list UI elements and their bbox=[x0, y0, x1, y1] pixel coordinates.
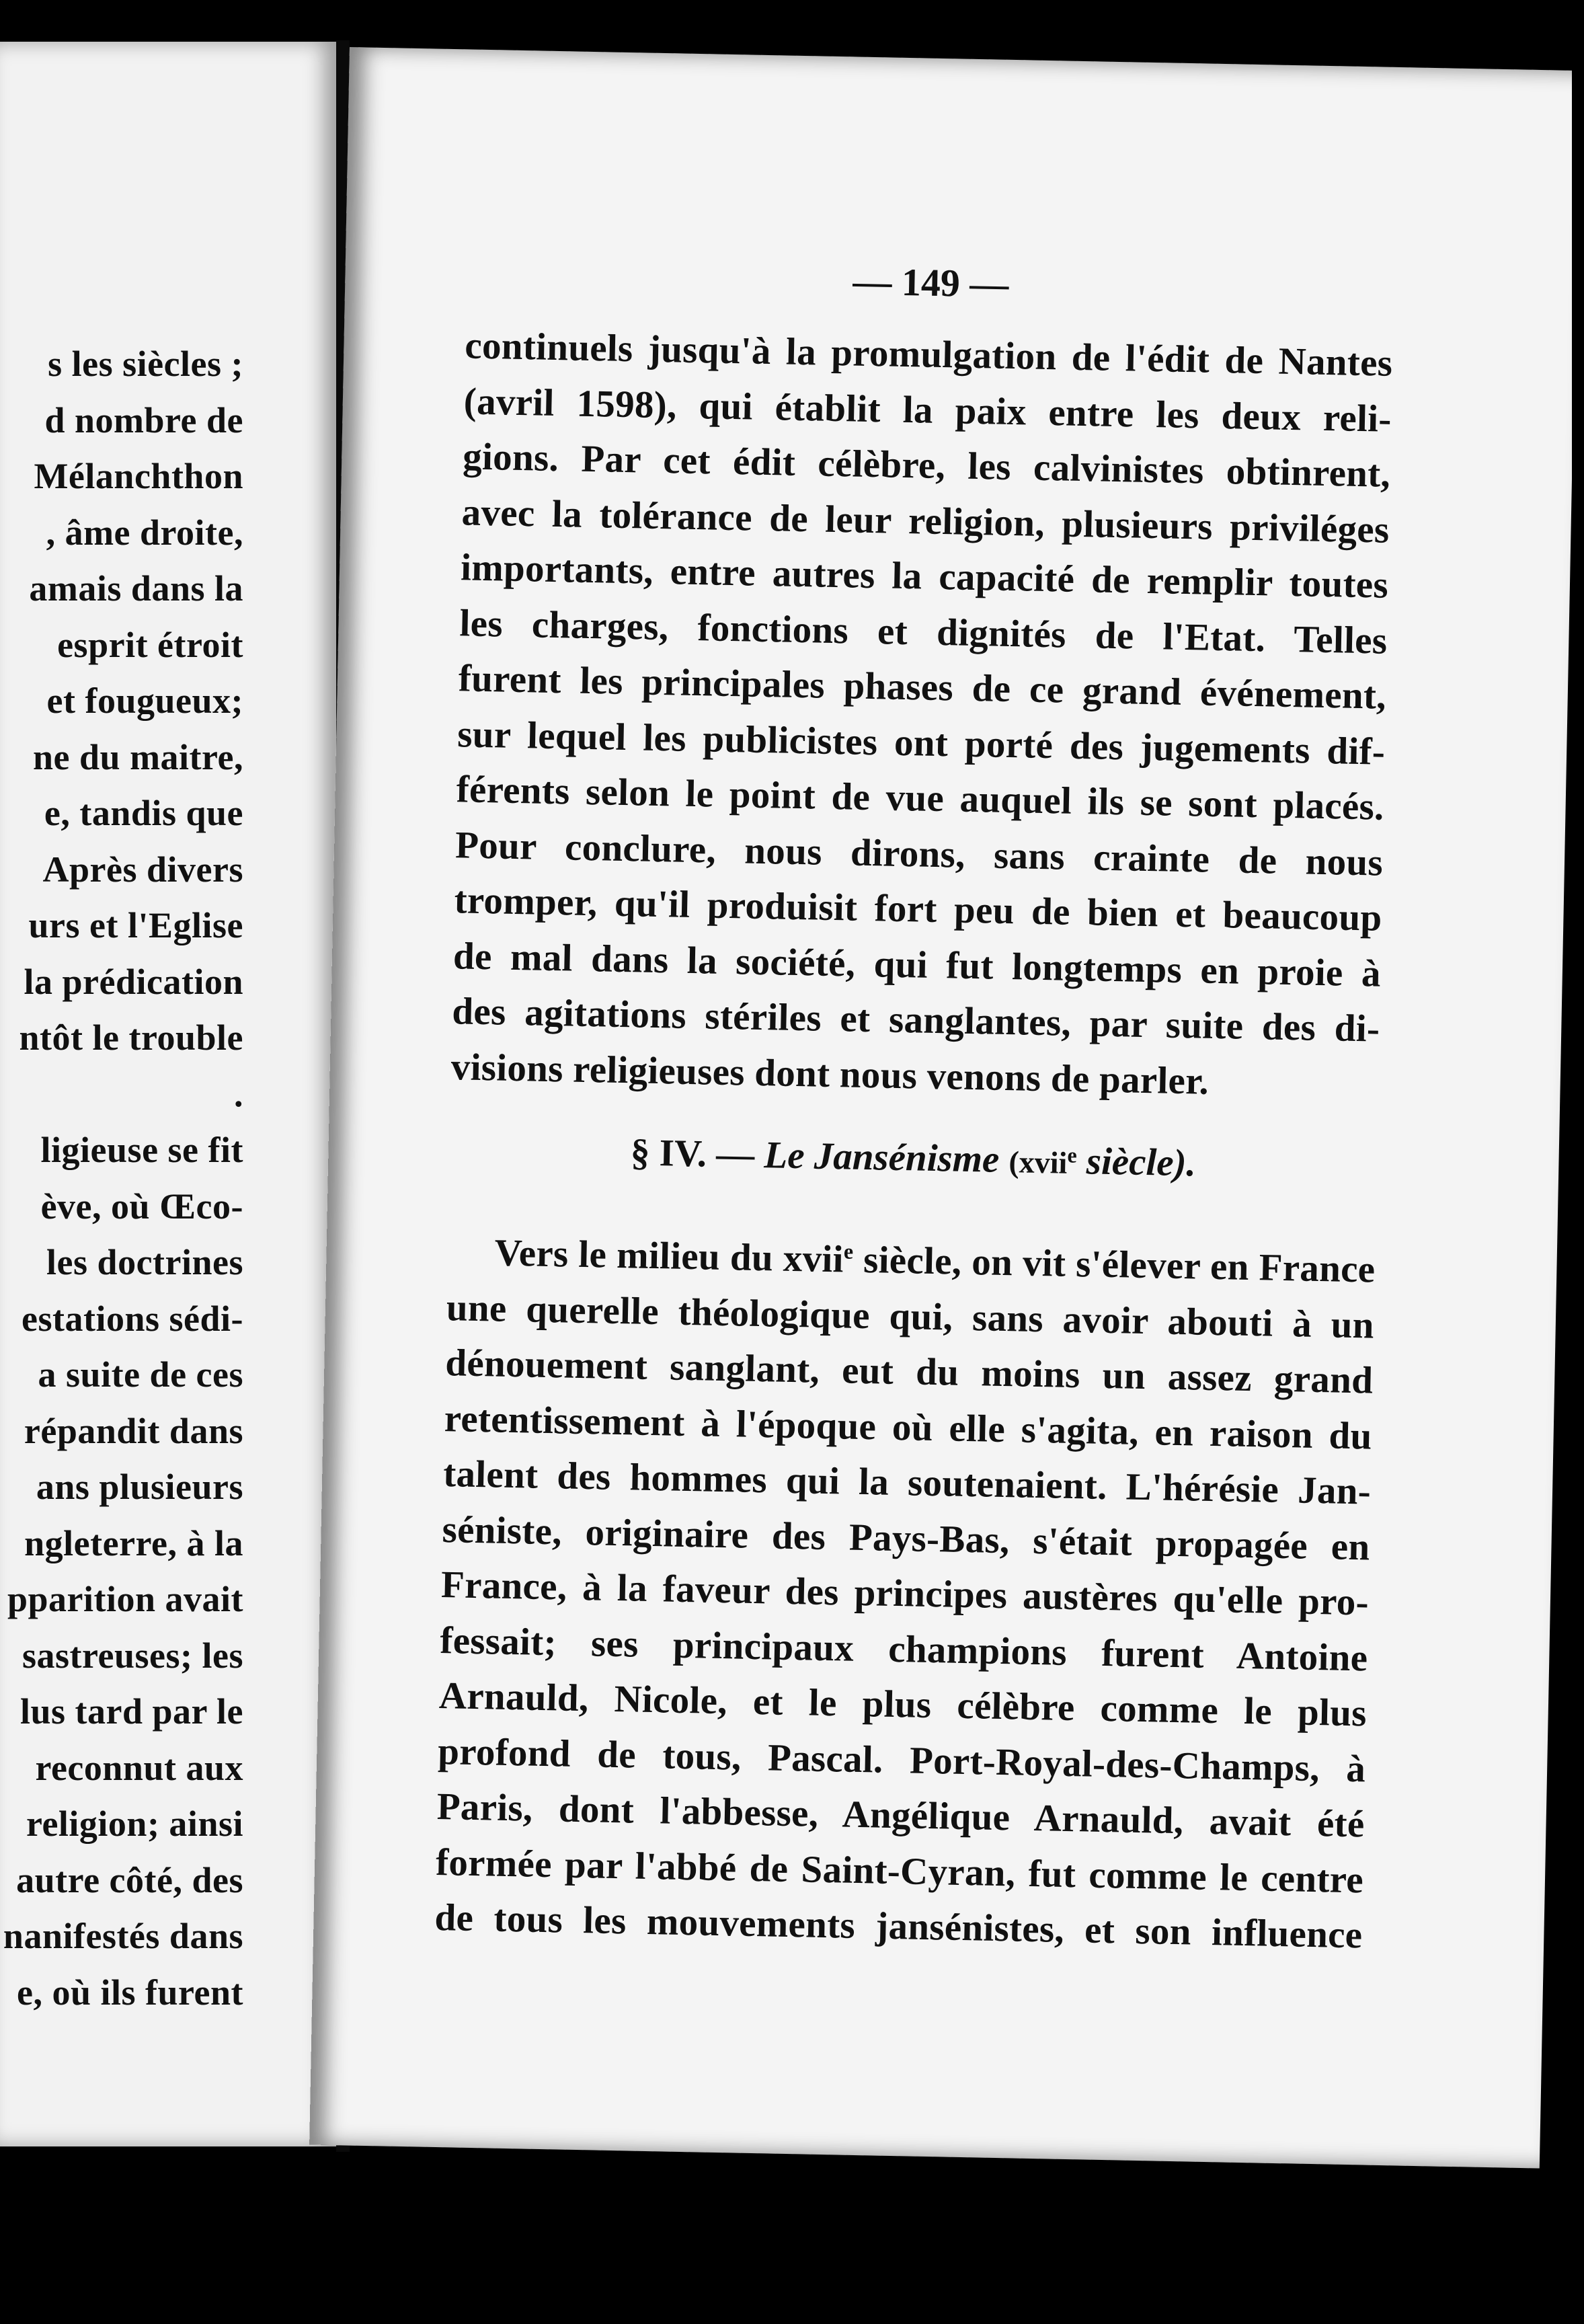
right-page bbox=[309, 47, 1580, 2169]
left-text-line: a suite de ces bbox=[38, 1354, 243, 1395]
left-page-fragment bbox=[0, 42, 336, 2146]
paragraph-line: des agitations stériles et sanglantes, par suite des di- bbox=[451, 990, 1380, 1050]
first-line-sup: e bbox=[843, 1239, 854, 1264]
left-text-line: ngleterre, à la bbox=[24, 1522, 243, 1563]
left-text-line: lus tard par le bbox=[19, 1691, 243, 1732]
paragraph-line: sur lequel les publicistes ont porté des jugements dif- bbox=[457, 712, 1386, 773]
left-text-line: s les siècles ; bbox=[48, 344, 243, 384]
left-page-text bbox=[0, 336, 243, 2021]
section-title: Le Jansénisme bbox=[763, 1134, 1000, 1181]
left-text-line: pparition avait bbox=[7, 1579, 243, 1619]
left-text-line: estations sédi- bbox=[22, 1298, 243, 1339]
paragraph-line: continuels jusqu'à la promulgation de l'édit de Nantes bbox=[464, 324, 1393, 385]
paragraph-line: (avril 1598), qui établit la paix entre les deux reli- bbox=[463, 379, 1392, 440]
paragraph-line: de mal dans la société, qui fut longtemps en proie à bbox=[452, 934, 1382, 995]
left-text-line: urs et l'Eglise bbox=[28, 905, 243, 945]
paragraph-line: fessait; ses principaux champions furent Antoine bbox=[439, 1619, 1368, 1680]
left-text-line: nanifestés dans bbox=[3, 1916, 243, 1956]
left-text-line: ntôt le trouble bbox=[19, 1017, 243, 1058]
left-text-line: Après divers bbox=[42, 849, 243, 890]
paragraph-line: férents selon le point de vue auquel ils se sont placés. bbox=[456, 768, 1385, 828]
paragraph-line: les charges, fonctions et dignités de l'Etat. Telles bbox=[459, 601, 1388, 662]
paragraph-line: séniste, originaire des Pays-Bas, s'était propagée en bbox=[442, 1508, 1371, 1569]
left-text-line: sastreuses; les bbox=[22, 1635, 243, 1676]
left-text-line: les doctrines bbox=[46, 1242, 243, 1282]
left-text-line: religion; ainsi bbox=[26, 1804, 243, 1844]
left-text-line: et fougueux; bbox=[46, 681, 243, 721]
left-text-line: ève, où Œco- bbox=[40, 1186, 243, 1227]
paragraph-line: furent les principales phases de ce grand événement, bbox=[458, 657, 1387, 718]
paragraph-line: dénouement sanglant, eut du moins un assez grand bbox=[444, 1342, 1374, 1402]
paragraph-line: Paris, dont l'abbesse, Angélique Arnauld, avait été bbox=[436, 1785, 1365, 1846]
paragraph-line: visions religieuses dont nous venons de parler. bbox=[450, 1045, 1210, 1103]
paragraph-line: gions. Par cet édit célèbre, les calvinistes obtinrent, bbox=[462, 435, 1391, 496]
left-text-line: ligieuse se fit bbox=[40, 1130, 243, 1170]
paragraph-line: retentissement à l'époque où elle s'agita, en raison du bbox=[444, 1397, 1373, 1458]
left-text-line: . bbox=[234, 1073, 243, 1114]
paragraph-line: Pour conclure, nous dirons, sans crainte de nous bbox=[454, 823, 1384, 884]
paragraph-line: talent des hommes qui la soutenaient. L'hérésie Jan- bbox=[442, 1452, 1372, 1513]
left-text-line: Mélanchthon bbox=[34, 456, 243, 496]
paragraph-line: Arnauld, Nicole, et le plus célèbre comme le plus bbox=[438, 1674, 1368, 1735]
left-text-line: e, tandis que bbox=[44, 793, 243, 833]
paragraph-line: avec la tolérance de leur religion, plusieurs priviléges bbox=[461, 490, 1390, 551]
left-text-line: e, où ils furent bbox=[16, 1972, 243, 2013]
left-text-line: autre côté, des bbox=[16, 1859, 243, 1900]
paragraph-line: France, à la faveur des principes austères qu'elle pro- bbox=[440, 1563, 1370, 1624]
section-heading bbox=[449, 1122, 1378, 1196]
paragraph-line: de tous les mouvements jansénistes, et son influence bbox=[434, 1896, 1363, 1957]
left-text-line: ne du maitre, bbox=[33, 736, 243, 777]
paragraph-line: formée par l'abbé de Saint-Cyran, fut comme le centre bbox=[435, 1841, 1364, 1901]
paragraph-line: importants, entre autres la capacité de remplir toutes bbox=[460, 546, 1389, 607]
left-text-line: la prédication bbox=[24, 961, 243, 1002]
left-text-line: esprit étroit bbox=[57, 624, 243, 665]
paragraph-line: une querelle théologique qui, sans avoir abouti à un bbox=[446, 1286, 1375, 1347]
left-text-line: d nombre de bbox=[44, 399, 243, 440]
left-text-line: , âme droite, bbox=[46, 512, 243, 553]
paragraph-line: profond de tous, Pascal. Port-Royal-des-Champs, à bbox=[437, 1730, 1366, 1790]
section-century bbox=[1008, 1142, 1078, 1180]
scan-right-edge bbox=[1572, 0, 1584, 2324]
century-sup: e bbox=[1067, 1142, 1078, 1167]
first-line-end: siècle, on vit s'élever en France bbox=[853, 1238, 1376, 1291]
left-text-line: ans plusieurs bbox=[36, 1467, 243, 1507]
left-text-line: répandit dans bbox=[24, 1410, 243, 1451]
left-text-line: reconnut aux bbox=[35, 1747, 243, 1788]
first-line-start: Vers le milieu du xvii bbox=[494, 1231, 844, 1281]
paragraph-line: tromper, qu'il produisit fort peu de bien et beaucoup bbox=[454, 879, 1383, 939]
century-close: siècle). bbox=[1086, 1140, 1197, 1185]
left-text-line: amais dans la bbox=[29, 568, 243, 609]
century-open: (xvii bbox=[1008, 1145, 1068, 1180]
section-number: § IV. — bbox=[630, 1131, 755, 1176]
body-text bbox=[434, 318, 1393, 1964]
page-number: — 149 — bbox=[852, 259, 1010, 306]
